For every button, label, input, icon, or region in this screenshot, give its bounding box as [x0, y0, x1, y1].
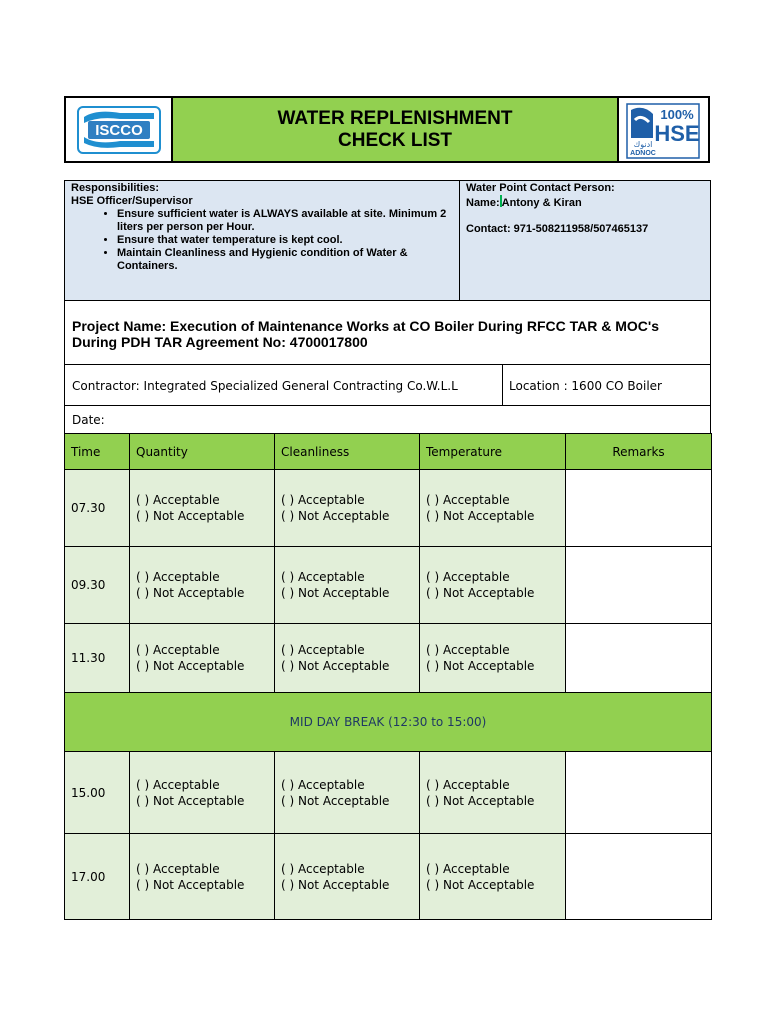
option-acceptable[interactable]: ( ) Acceptable — [281, 493, 365, 507]
quantity-cell — [130, 752, 275, 834]
mid-day-break-row — [65, 693, 712, 752]
option-acceptable[interactable]: ( ) Acceptable — [426, 493, 510, 507]
responsibilities-list — [71, 208, 453, 273]
responsibility-item: • Ensure sufficient water is ALWAYS available at site. Minimum 2 liters per person per Hour. — [117, 208, 453, 234]
header-cleanliness: Cleanliness — [275, 434, 420, 470]
location: Location : 1600 CO Boiler — [509, 378, 662, 393]
row-time: 17.00 — [65, 834, 130, 920]
adnoc-hse-percent: 100% — [659, 106, 694, 122]
title-line-2: CHECK LIST — [338, 129, 452, 151]
contact-section — [460, 181, 710, 301]
table-row — [65, 752, 712, 834]
title-line-1: WATER REPLENISHMENT — [277, 107, 513, 129]
option-not-acceptable[interactable]: ( ) Not Acceptable — [426, 793, 535, 808]
option-not-acceptable[interactable]: ( ) Not Acceptable — [136, 793, 245, 808]
responsibility-item: • Ensure that water temperature is kept cool. — [117, 234, 453, 247]
cleanliness-cell — [275, 547, 420, 624]
contractor-name: Contractor: Integrated Specialized General Contracting Co.W.L.L — [65, 365, 503, 406]
adnoc-hse-logo-icon — [625, 100, 703, 160]
table-row — [65, 547, 712, 624]
option-not-acceptable[interactable]: ( ) Not Acceptable — [281, 659, 390, 673]
title-cell — [173, 98, 619, 161]
remarks-cell[interactable] — [566, 752, 712, 834]
table-header-row — [65, 434, 712, 470]
quantity-cell — [130, 834, 275, 920]
adnoc-arabic-text: ادنوك — [633, 139, 652, 149]
quantity-cell — [130, 470, 275, 547]
iscco-logo — [66, 98, 173, 161]
header-quantity: Quantity — [130, 434, 275, 470]
responsibility-item: • Maintain Cleanliness and Hygienic condition of Water & Containers. — [117, 247, 453, 273]
contact-name-line — [466, 195, 704, 210]
option-acceptable[interactable]: ( ) Acceptable — [136, 493, 220, 507]
temperature-cell — [420, 470, 566, 547]
table-row — [65, 624, 712, 693]
iscco-logo-icon — [76, 105, 162, 155]
option-not-acceptable[interactable]: ( ) Not Acceptable — [426, 877, 535, 892]
option-not-acceptable[interactable]: ( ) Not Acceptable — [281, 586, 390, 600]
option-not-acceptable[interactable]: ( ) Not Acceptable — [426, 659, 535, 673]
header-remarks: Remarks — [566, 434, 712, 470]
quantity-cell — [130, 624, 275, 693]
remarks-cell[interactable] — [566, 470, 712, 547]
adnoc-hse-text: HSE — [653, 120, 700, 146]
remarks-cell[interactable] — [566, 547, 712, 624]
adnoc-text: ADNOC — [629, 149, 656, 157]
temperature-cell — [420, 547, 566, 624]
table-row — [65, 470, 712, 547]
option-not-acceptable[interactable]: ( ) Not Acceptable — [281, 877, 390, 892]
header-temperature: Temperature — [420, 434, 566, 470]
option-not-acceptable[interactable]: ( ) Not Acceptable — [426, 586, 535, 600]
option-not-acceptable[interactable]: ( ) Not Acceptable — [281, 509, 390, 523]
row-time: 11.30 — [65, 624, 130, 693]
header — [64, 96, 710, 163]
contractor-row — [64, 364, 711, 406]
row-time: 09.30 — [65, 547, 130, 624]
option-not-acceptable[interactable]: ( ) Not Acceptable — [136, 659, 245, 673]
responsibilities-section — [65, 181, 460, 301]
contact-heading: Water Point Contact Person: — [466, 182, 615, 194]
remarks-cell[interactable] — [566, 624, 712, 693]
remarks-cell[interactable] — [566, 834, 712, 920]
project-name: Project Name: Execution of Maintenance Works at CO Boiler During RFCC TAR & MOC's During PDH TAR Agreement No: 4700017800 — [64, 300, 711, 365]
date-field[interactable]: Date: — [64, 405, 711, 434]
option-not-acceptable[interactable]: ( ) Not Acceptable — [136, 877, 245, 892]
row-time: 07.30 — [65, 470, 130, 547]
contact-name-label: Name: — [466, 197, 500, 209]
cleanliness-cell — [275, 834, 420, 920]
option-acceptable[interactable]: ( ) Acceptable — [426, 861, 510, 876]
quantity-cell — [130, 547, 275, 624]
option-acceptable[interactable]: ( ) Acceptable — [136, 643, 220, 657]
responsibilities-block — [64, 180, 711, 301]
contact-number: Contact: 971-508211958/507465137 — [466, 223, 649, 235]
iscco-logo-text: ISCCO — [94, 121, 143, 139]
cleanliness-cell — [275, 624, 420, 693]
table-row — [65, 834, 712, 920]
temperature-cell — [420, 834, 566, 920]
adnoc-hse-logo — [619, 98, 708, 161]
option-acceptable[interactable]: ( ) Acceptable — [281, 861, 365, 876]
option-acceptable[interactable]: ( ) Acceptable — [426, 643, 510, 657]
option-acceptable[interactable]: ( ) Acceptable — [426, 570, 510, 584]
option-acceptable[interactable]: ( ) Acceptable — [281, 777, 365, 792]
temperature-cell — [420, 624, 566, 693]
option-not-acceptable[interactable]: ( ) Not Acceptable — [136, 509, 245, 523]
responsibilities-heading: Responsibilities: — [71, 182, 160, 194]
mid-day-break-label: MID DAY BREAK (12:30 to 15:00) — [65, 693, 712, 752]
temperature-cell — [420, 752, 566, 834]
cleanliness-cell — [275, 752, 420, 834]
option-not-acceptable[interactable]: ( ) Not Acceptable — [281, 793, 390, 808]
row-time: 15.00 — [65, 752, 130, 834]
option-not-acceptable[interactable]: ( ) Not Acceptable — [136, 586, 245, 600]
checklist-table — [64, 433, 712, 920]
option-acceptable[interactable]: ( ) Acceptable — [136, 777, 220, 792]
cleanliness-cell — [275, 470, 420, 547]
option-acceptable[interactable]: ( ) Acceptable — [136, 861, 220, 876]
responsibilities-role: HSE Officer/Supervisor — [71, 195, 193, 207]
option-acceptable[interactable]: ( ) Acceptable — [426, 777, 510, 792]
contact-name-value: Antony & Kiran — [501, 197, 582, 209]
option-not-acceptable[interactable]: ( ) Not Acceptable — [426, 509, 535, 523]
option-acceptable[interactable]: ( ) Acceptable — [281, 570, 365, 584]
header-time: Time — [65, 434, 130, 470]
option-acceptable[interactable]: ( ) Acceptable — [281, 643, 365, 657]
option-acceptable[interactable]: ( ) Acceptable — [136, 570, 220, 584]
